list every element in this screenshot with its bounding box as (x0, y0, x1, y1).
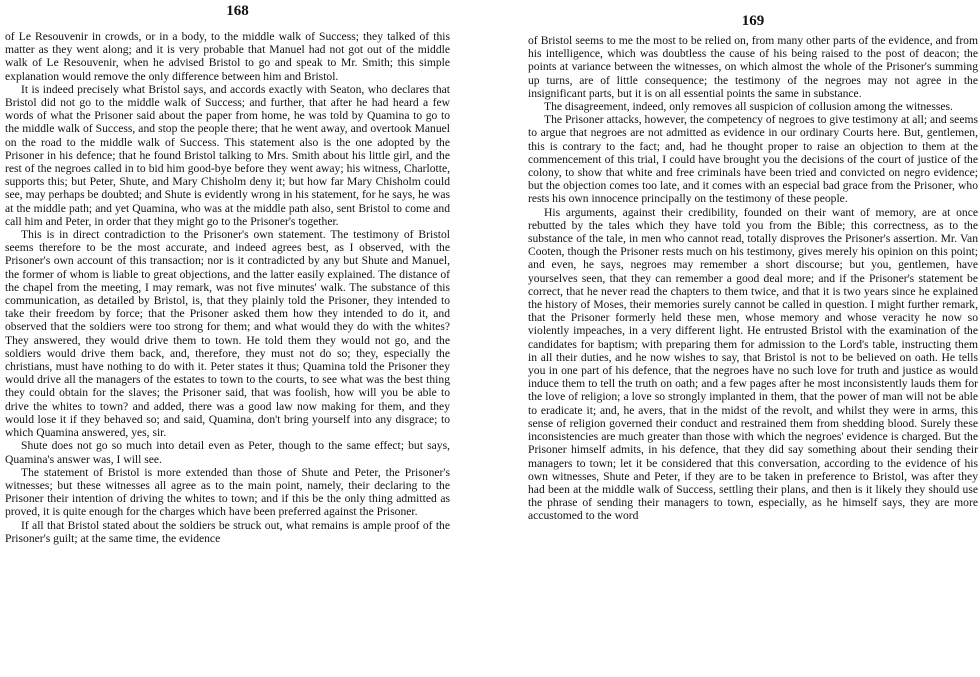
paragraph: The Prisoner attacks, however, the competency of negroes to give testimony at all; and seems to argue that negroes are not admitted as evidence in our ordinary Courts here. But, gentlemen, this is contrary to the fact; and, had he thought proper to raise an objection to them at the commencement of this trial, I could have brought you the decisions of the court of justice of the colony, to show that white and free criminals have been tried and convicted on negro evidence; but the objection comes too late, and it comes with an especial bad grace from the Prisoner, who rests his own innocence principally on the testimony of these people. (528, 113, 978, 206)
book-gutter (470, 0, 520, 677)
paragraph: Shute does not go so much into detail even as Peter, though to the same effect; but says, Quamina's answer was, I will see. (5, 439, 450, 466)
left-page-number: 168 (226, 3, 249, 19)
paragraph: of Le Resouvenir in crowds, or in a body, to the middle walk of Success; they talked of this matter as they went along; and it is very probable that Manuel had not got out of the middle walk of Le Resouvenir, when he advised Bristol to go and speak to Mr. Smith; this simple explanation would remove the only difference between him and Bristol. (5, 30, 450, 83)
paragraph: The statement of Bristol is more extended than those of Shute and Peter, the Prisoner's witnesses; but these witnesses all agree as to the main point, namely, their declaring to the Prisoner their intention of driving the whites to town; and if this be the only thing admitted as proved, it is quite enough for the charges which have been preferred against the Prisoner. (5, 465, 450, 519)
right-page-number: 169 (741, 13, 765, 29)
right-page (522, 0, 980, 677)
paragraph: His arguments, against their credibility, founded on their want of memory, are at once rebutted by the tales which they have told you from the Bible; this correctness, as to the substance of the tale, in men who cannot read, totally disproves the Prisoner's assertion. Mr. Van Cooten, though the Prisoner rests much on his testimony, gives merely his opinion on this point; and even, he says, negroes may remember a short discourse; but you, gentlemen, have yourselves seen, that they can remember a good deal more; and if the Prisoner's statement be correct, that he never read the chapters to them twice, and that it is two years since he explained the history of Moses, their memories surely cannot be called in question. I might further remark, that the Prisoner formerly held these men, whose memory and whose veracity he now so violently impeaches, in a very different light. He entrusted Bristol with the examination of the candidates for baptism; with preparing them for admission to the Lord's table, instructing them in all their duties, and he now wishes to say, that Bristol is not to be believed on oath. He tells you in one part of his defence, that the negroes have no such love for truth and justice as would induce them to tell the truth on oath; and a few pages after he most inconsistently lauds them for the love of religion; a love so strongly implanted in them, that the power of man will not be able to eradicate it; and, he avers, that in the midst of the revolt, and whilst they were in arms, this sense of religion governed their conduct and restrained them from shedding blood. Surely these inconsistencies are much greater than those with which the negroes' evidence is charged. But the Prisoner himself admits, in his defence, that they did say something about their sending their managers to town; let it be considered that this conversation, according to the evidence of his own witnesses, Shute and Peter, if they are to be taken in preference to Bristol, was after they had been at the middle walk of Success, settling their plans, and then is it likely they should use the phrase of sending their managers to town, especially, as he himself says, they are more accustomed to the word (528, 205, 978, 523)
left-page-text (5, 30, 450, 545)
paragraph: It is indeed precisely what Bristol says, and accords exactly with Seaton, who declares that Bristol did not go to the middle walk of Success; and further, that after he had heard a few words of what the Prisoner said about the paper from home, he was told by Quamina to go to the middle walk of Success, and stop the people there; that he went away, and overtook Manuel on the road to the middle walk of Success. This statement also is the one adopted by the Prisoner in his defence; that he found Bristol talking to Mrs. Smith about his little girl, and the rest of the negroes called in to bid him good-bye before they went away; his witness, Charlotte, supports this; but Peter, Shute, and Mary Chisholm deny it; but how far Mary Chisholm could see, may perhaps be doubted; and Shute is evidently wrong in his statement, for he says, he was at the middle path; and yet Quamina, who was at the middle path also, sent Bristol to come and call him and Peter, in order that they might go to the Prisoner's together. (5, 82, 450, 228)
paragraph: This is in direct contradiction to the Prisoner's own statement. The testimony of Bristol seems therefore to be the most accurate, and indeed agrees best, as I observed, with the Prisoner's own account of this transaction; nor is it contradicted by any but Shute and Manuel, the former of whom is liable to great objections, and the latter easily explained. The distance of the chapel from the meeting, I may remark, was not five minutes' walk. The substance of this communication, as detailed by Bristol, is, that they plainly told the Prisoner, they intended to take their freedom by force; that the Prisoner asked them how they intended to do it, and observed that the soldiers were too strong for them; and what would they do with the whites? They answered, they would drive them to town. He told them they would not go, and the soldiers would drive them back, and, therefore, they must not do so; they, especially the christians, must have nothing to do with it. Peter states it thus; Quamina told the Prisoner they would drive all the managers of the estates to town to the courts, to see what was the best thing they could obtain for the slaves; the Prisoner said, that was foolish, how will you be able to drive the whites to town? and added, there was a good law now making for them, and they would lose it if they behaved so; and said, Quamina, don't bring yourself into any disgrace; to which Quamina answered, yes, sir. (5, 228, 450, 440)
paragraph: The disagreement, indeed, only removes all suspicion of collusion among the witnesses. (544, 100, 953, 114)
right-page-text (528, 34, 978, 523)
paragraph: If all that Bristol stated about the soldiers be struck out, what remains is ample proof of the Prisoner's guilt; at the same time, the evidence (5, 518, 450, 545)
left-page (0, 0, 468, 677)
paragraph: of Bristol seems to me the most to be relied on, from many other parts of the evidence, and from his intelligence, which was doubtless the cause of his being raised to the post of deacon; the points at variance between the witnesses, on which almost the whole of the Prisoner's summing up turns, are of little consequence; the testimony of the negroes may not agree in the insignificant parts, but it is on all essential points the same in substance. (528, 34, 978, 100)
